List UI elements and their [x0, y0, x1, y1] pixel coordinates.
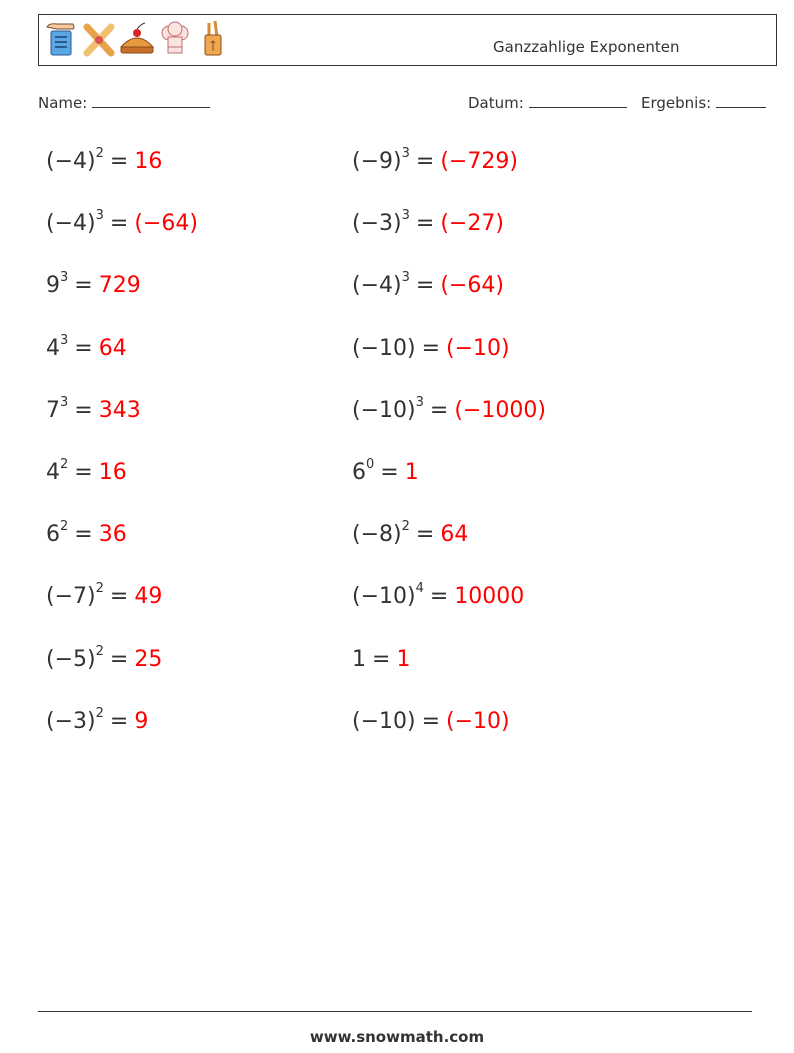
problem-item: [46, 145, 163, 176]
problem-answer: 36: [98, 522, 127, 547]
problem-exponent: 2: [60, 518, 69, 534]
problem-answer: 9: [134, 709, 149, 734]
result-field[interactable]: [641, 93, 766, 112]
result-label: Ergebnis:: [641, 94, 712, 112]
equals-sign: =: [372, 647, 391, 672]
problem-exponent: 2: [401, 518, 410, 534]
problem-base: (−10): [352, 584, 416, 609]
problem-answer: 16: [134, 149, 163, 174]
problem-base: (−10): [352, 398, 416, 423]
problem-exponent: 2: [60, 456, 69, 472]
problem-item: [46, 269, 141, 300]
result-blank[interactable]: [716, 93, 766, 108]
equals-sign: =: [429, 398, 449, 423]
problem-base: (−4): [46, 211, 96, 236]
problem-answer: (−1000): [454, 398, 546, 423]
problem-answer: 1: [404, 460, 419, 485]
problem-exponent: 2: [95, 145, 104, 161]
problem-item: [46, 456, 127, 487]
equals-sign: =: [109, 709, 129, 734]
equals-sign: =: [74, 336, 93, 361]
equals-sign: =: [415, 211, 435, 236]
problem-exponent: 2: [95, 643, 104, 659]
utensil-holder-icon: [195, 19, 231, 59]
problem-base: 4: [46, 460, 60, 485]
pie-icon: [119, 19, 155, 59]
chef-hat-icon: [157, 19, 193, 59]
problem-item: [46, 332, 127, 363]
name-label: Name:: [38, 94, 88, 112]
problem-exponent: 3: [95, 207, 104, 223]
problem-base: 7: [46, 398, 60, 423]
equals-sign: =: [429, 584, 449, 609]
date-label: Datum:: [468, 94, 524, 112]
problem-exponent: 3: [60, 394, 69, 410]
equals-sign: =: [415, 273, 435, 298]
equals-sign: =: [421, 709, 441, 734]
problem-item: [46, 207, 198, 238]
problem-answer: 10000: [454, 584, 525, 609]
date-blank[interactable]: [529, 93, 627, 108]
problem-exponent: 3: [60, 269, 69, 285]
measuring-jug-icon: [43, 19, 79, 59]
problem-exponent: 0: [366, 456, 375, 472]
date-field[interactable]: [468, 93, 627, 112]
equals-sign: =: [421, 336, 441, 361]
problem-base: 4: [46, 336, 60, 361]
problem-answer: (−27): [440, 211, 504, 236]
problem-item: [352, 335, 510, 363]
problem-exponent: 4: [415, 580, 424, 596]
equals-sign: =: [109, 584, 129, 609]
worksheet-header: [38, 14, 777, 66]
problem-exponent: 2: [95, 705, 104, 721]
name-field[interactable]: [38, 93, 210, 112]
rolling-pin-icon: [81, 19, 117, 59]
problem-item: [352, 207, 504, 238]
problem-answer: 25: [134, 647, 163, 672]
equals-sign: =: [109, 211, 129, 236]
problem-exponent: 3: [415, 394, 424, 410]
problem-answer: 343: [98, 398, 141, 423]
problem-answer: 729: [98, 273, 141, 298]
problem-answer: 49: [134, 584, 163, 609]
problem-exponent: 3: [401, 207, 410, 223]
problem-base: (−3): [46, 709, 96, 734]
problem-item: [46, 394, 141, 425]
equals-sign: =: [109, 149, 129, 174]
problem-base: (−10): [352, 336, 416, 361]
problem-base: (−5): [46, 647, 96, 672]
problem-item: [352, 269, 504, 300]
equals-sign: =: [415, 522, 435, 547]
problem-item: [352, 580, 525, 611]
problem-exponent: 3: [60, 332, 69, 348]
problem-answer: (−10): [446, 709, 510, 734]
problem-base: 6: [46, 522, 60, 547]
worksheet-title: Ganzzahlige Exponenten: [493, 38, 680, 56]
equals-sign: =: [74, 522, 93, 547]
equals-sign: =: [109, 647, 129, 672]
problem-answer: 64: [98, 336, 127, 361]
header-icons: [43, 19, 231, 59]
problem-item: [46, 518, 127, 549]
name-blank[interactable]: [92, 93, 210, 108]
problem-base: 6: [352, 460, 366, 485]
problem-exponent: 2: [95, 580, 104, 596]
problem-base: (−4): [46, 149, 96, 174]
problem-answer: (−64): [440, 273, 504, 298]
equals-sign: =: [380, 460, 399, 485]
problem-item: [46, 705, 149, 736]
problem-item: [352, 456, 419, 487]
problem-base: (−8): [352, 522, 402, 547]
problem-item: [352, 394, 546, 425]
equals-sign: =: [74, 273, 93, 298]
problem-base: 1: [352, 647, 366, 672]
problem-item: [352, 646, 410, 674]
problem-answer: 64: [440, 522, 469, 547]
equals-sign: =: [74, 398, 93, 423]
equals-sign: =: [415, 149, 435, 174]
footer-url: www.snowmath.com: [309, 1028, 485, 1046]
problem-item: [352, 145, 518, 176]
problem-answer: 1: [396, 647, 411, 672]
problem-answer: (−64): [134, 211, 198, 236]
problem-answer: (−729): [440, 149, 518, 174]
problem-base: 9: [46, 273, 60, 298]
problem-answer: 16: [98, 460, 127, 485]
problem-item: [352, 708, 510, 736]
problem-item: [46, 643, 163, 674]
problem-item: [352, 518, 469, 549]
problem-base: (−3): [352, 211, 402, 236]
problem-exponent: 3: [401, 269, 410, 285]
problem-base: (−10): [352, 709, 416, 734]
problem-base: (−9): [352, 149, 402, 174]
problem-item: [46, 580, 163, 611]
problem-exponent: 3: [401, 145, 410, 161]
problem-base: (−7): [46, 584, 96, 609]
problem-base: (−4): [352, 273, 402, 298]
equals-sign: =: [74, 460, 93, 485]
problem-answer: (−10): [446, 336, 510, 361]
footer-divider: [38, 1011, 752, 1012]
